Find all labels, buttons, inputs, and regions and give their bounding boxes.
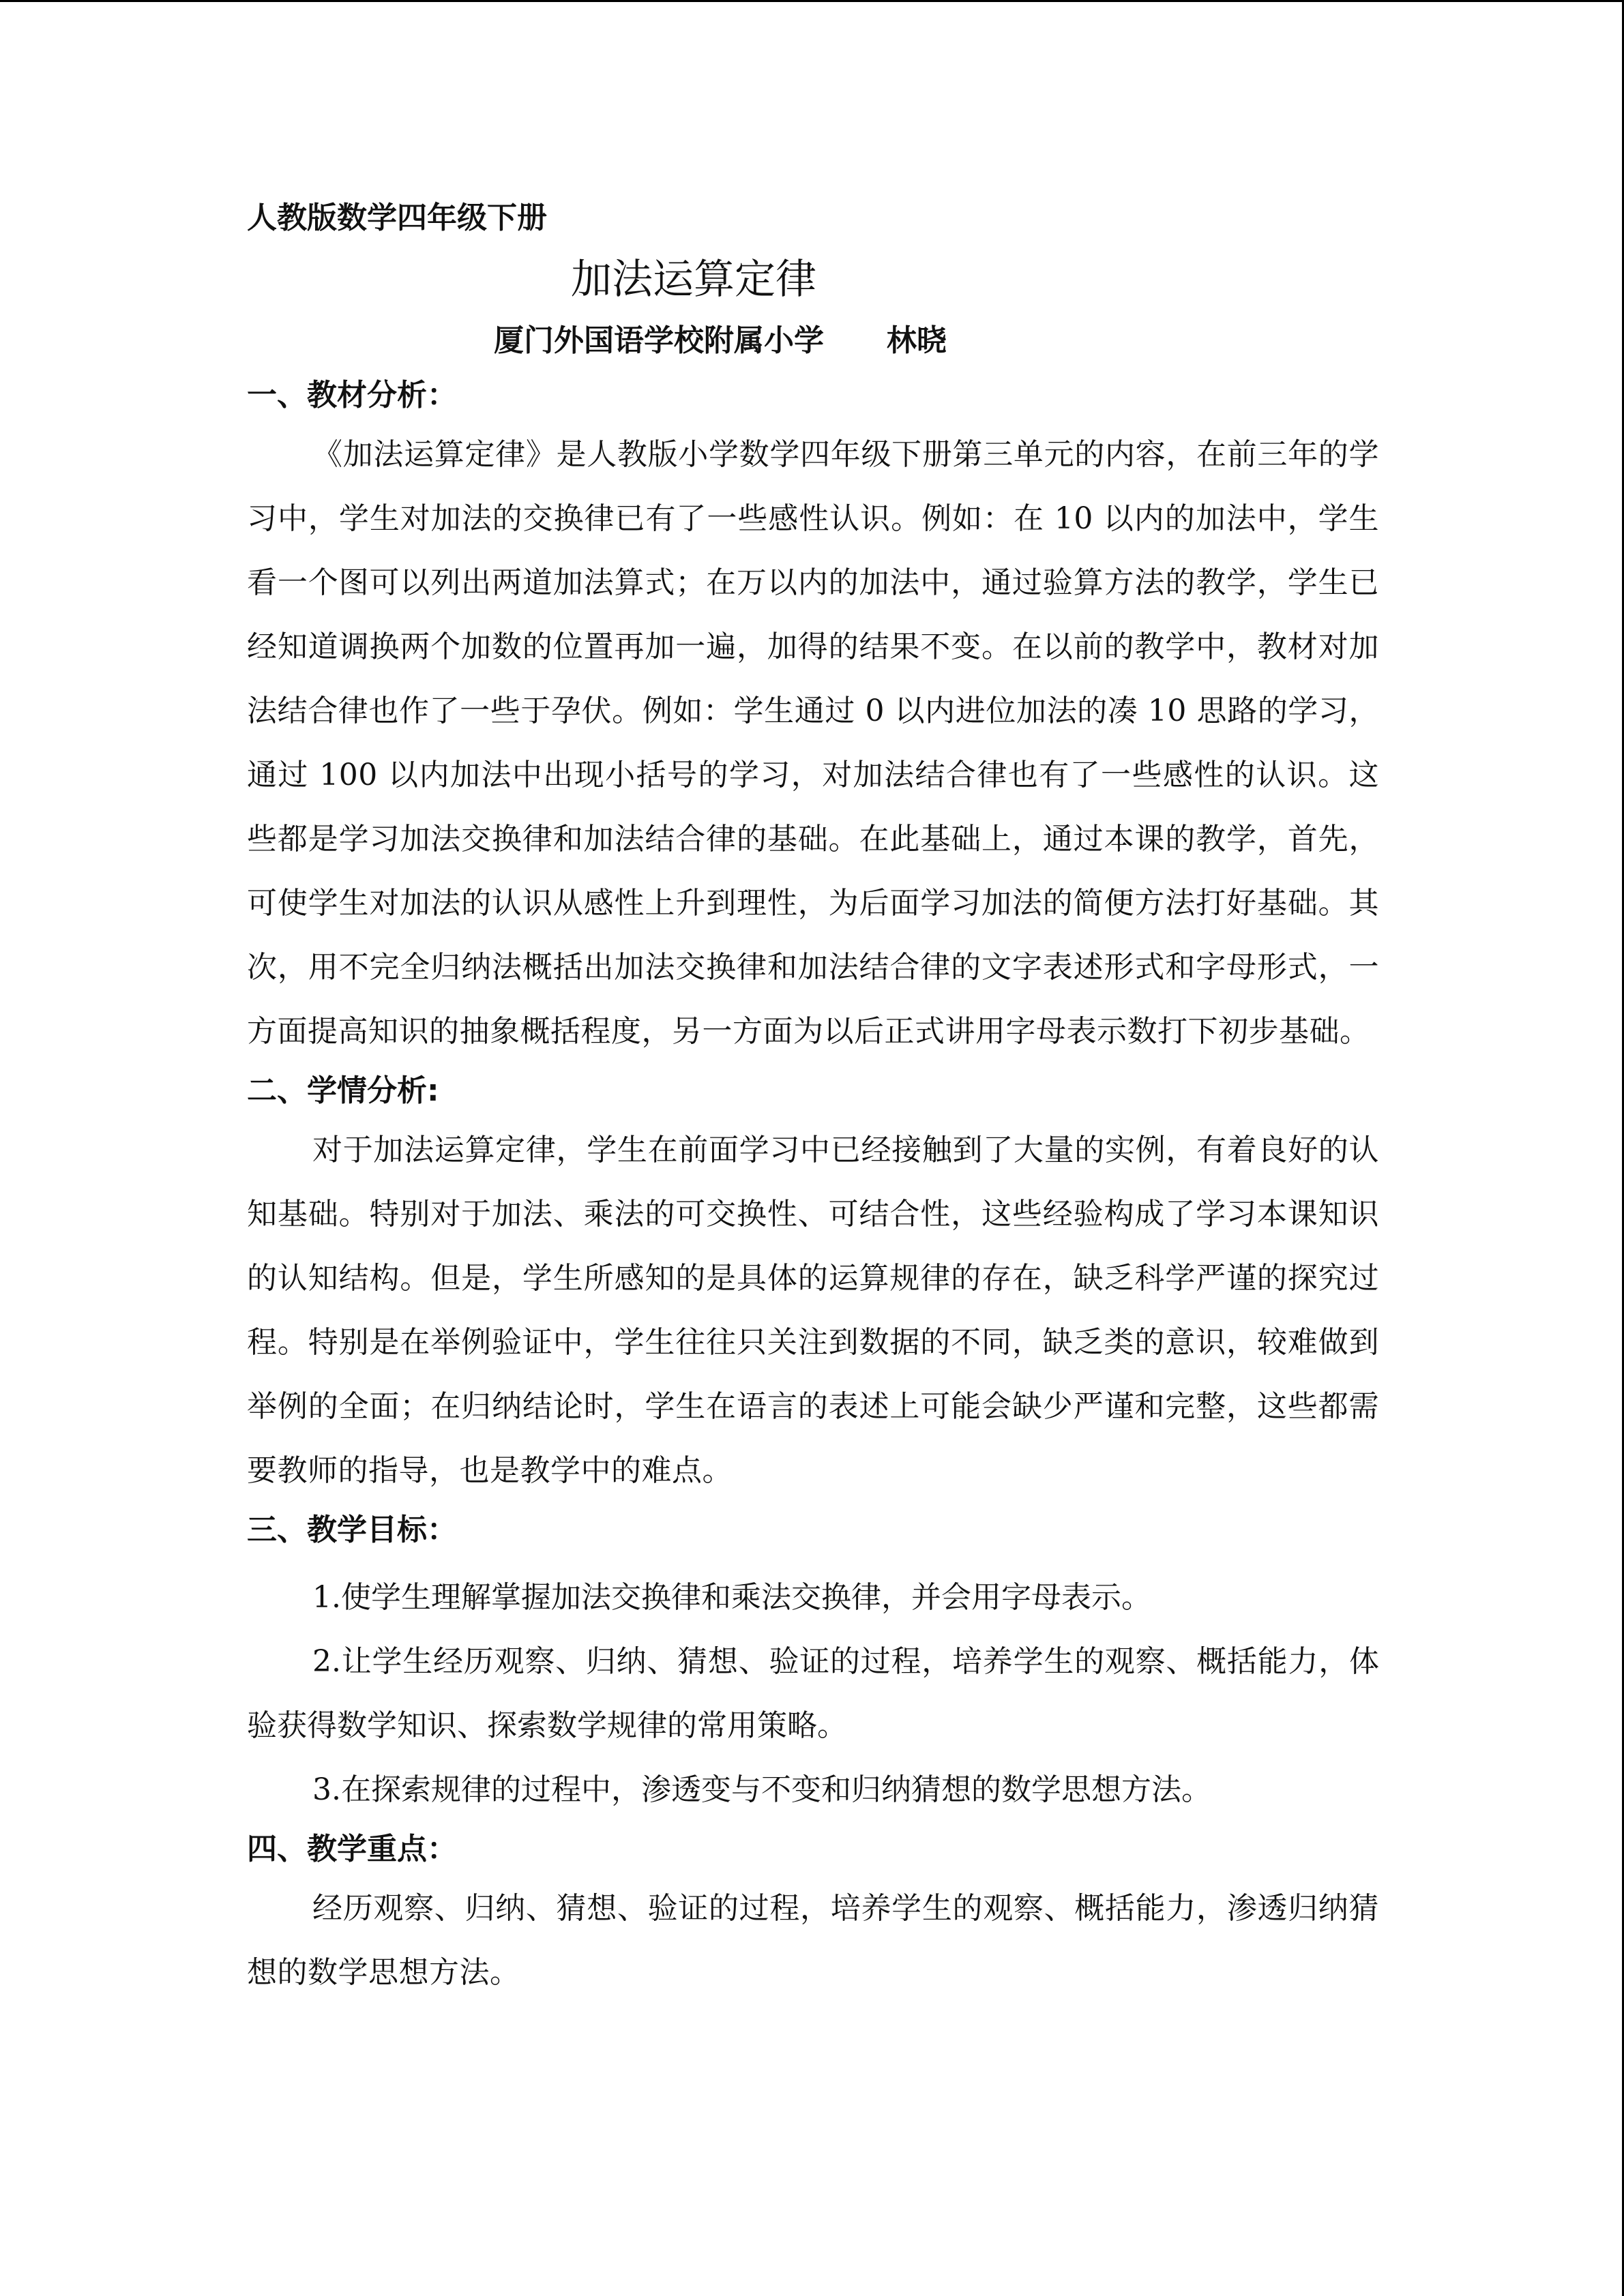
objective-1: 1.使学生理解掌握加法交换律和乘法交换律，并会用字母表示。 bbox=[312, 1580, 1151, 1615]
section-heading-teaching-objectives: 三、教学目标： bbox=[247, 1512, 457, 1547]
document-title: 加法运算定律 bbox=[571, 256, 816, 303]
paragraph-student-analysis: 对于加法运算定律，学生在前面学习中已经接触到了大量的实例，有着良好的认知基础。特别对于加法、乘法的可交换性、可结合性，这些经验构成了学习本课知识的认知结构。但是，学生所感知的是具体的运算规律的存在，缺乏科学严谨的探究过程。特别是在举例验证中，学生往往只关注到数据的不同，缺乏类的意识，较难做到举例的全面；在归纳结论时，学生在语言的表述上可能会缺少严谨和完整，这些都需要教师的指导，也是教学中的难点。 bbox=[247, 1133, 1379, 1488]
objective-2: 2.让学生经历观察、归纳、猜想、验证的过程，培养学生的观察、概括能力，体验获得数学知识、探索数学规律的常用策略。 bbox=[247, 1644, 1379, 1743]
paragraph-teaching-focus: 经历观察、归纳、猜想、验证的过程，培养学生的观察、概括能力，渗透归纳猜想的数学思想方法。 bbox=[247, 1891, 1379, 1990]
spacer bbox=[247, 1557, 1379, 1566]
author-school: 厦门外国语学校附属小学 bbox=[494, 323, 824, 358]
section-heading-textbook-analysis: 一、教材分析： bbox=[247, 378, 457, 413]
section-heading-teaching-focus: 四、教学重点： bbox=[247, 1832, 457, 1866]
paragraph-textbook-analysis: 《加法运算定律》是人教版小学数学四年级下册第三单元的内容，在前三年的学习中，学生对加法的交换律已有了一些感性认识。例如：在 10 以内的加法中，学生看一个图可以列出两道加法算式；在万以内的加法中，通过验算方法的教学，学生已经知道调换两个加数的位置再加一遍，加得的结果不变。在以前的教学中，教材对加法结合律也作了一些于孕伏。例如：学生通过 0 以内进位加法的凑 10 思路的学习，通过 100 以内加法中出现小括号的学习，对加法结合律也有了一些感性的认识。这些都是学习加法交换律和加法结合律的基础。在此基础上，通过本课的教学，首先，可使学生对加法的认识从感性上升到理性，为后面学习加法的简便方法打好基础。其次，用不完全归纳法概括出加法交换律和加法结合律的文字表述形式和字母形式，一方面提高知识的抽象概括程度，另一方面为以后正式讲用字母表示数打下初步基础。 bbox=[247, 437, 1379, 1049]
document-header: 人教版数学四年级下册 bbox=[247, 200, 547, 235]
section-heading-student-analysis: 二、学情分析: bbox=[247, 1073, 439, 1108]
objective-3: 3.在探索规律的过程中，渗透变与不变和归纳猜想的数学思想方法。 bbox=[312, 1772, 1211, 1807]
document-body bbox=[247, 191, 1379, 2005]
author-line bbox=[247, 314, 1379, 368]
author-name: 林晓 bbox=[886, 323, 947, 358]
